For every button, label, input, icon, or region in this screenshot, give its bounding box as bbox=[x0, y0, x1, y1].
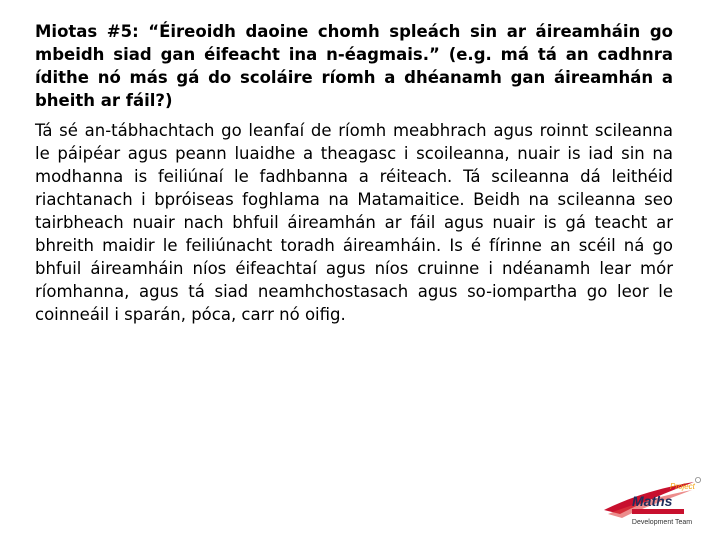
logo-underline-bar bbox=[632, 509, 684, 514]
logo-maths-text: Maths bbox=[632, 493, 673, 509]
myth-heading: Miotas #5: “Éireoidh daoine chomh spleách sin ar áireamháin go mbeidh siad gan éifeacht ina n-éagmais.” (e.g. má tá an cadhnra ídithe nó más gá do scoláire ríomh a dhéanamh gan áireamhán a bheith ar fáil?) bbox=[35, 22, 673, 110]
logo-project-text: Project bbox=[670, 482, 695, 491]
logo-orbit-icon bbox=[695, 477, 700, 482]
myth-body: Tá sé an-tábhachtach go leanfaí de ríomh meabhrach agus roinnt scileanna le páipéar agus peann luaidhe a theagasc i scoileanna, nuair is iad sin na modhanna is feiliúnaí le fadhbanna a réiteach. Tá scileanna dá leithéid riachtanach i bpróiseas foghlama na Matamaitice. Beidh na scileanna seo tairbheach nuair nach bhfuil áireamhán ar fáil agus nuair is gá teacht ar bhreith maidir le feiliúnacht toradh áireamháin. Is é fírinne an scéil ná go bhfuil áireamháin níos éifeachtaí agus níos cruinne i ndéanamh lear mór ríomhanna, agus tá siad neamhchostasach agus so-iompartha go leor le coinneáil i sparán, póca, carr nó oifig. bbox=[35, 121, 673, 324]
logo-graphic bbox=[598, 476, 708, 536]
project-maths-logo bbox=[598, 476, 708, 536]
logo-development-text: Development Team bbox=[631, 519, 693, 526]
